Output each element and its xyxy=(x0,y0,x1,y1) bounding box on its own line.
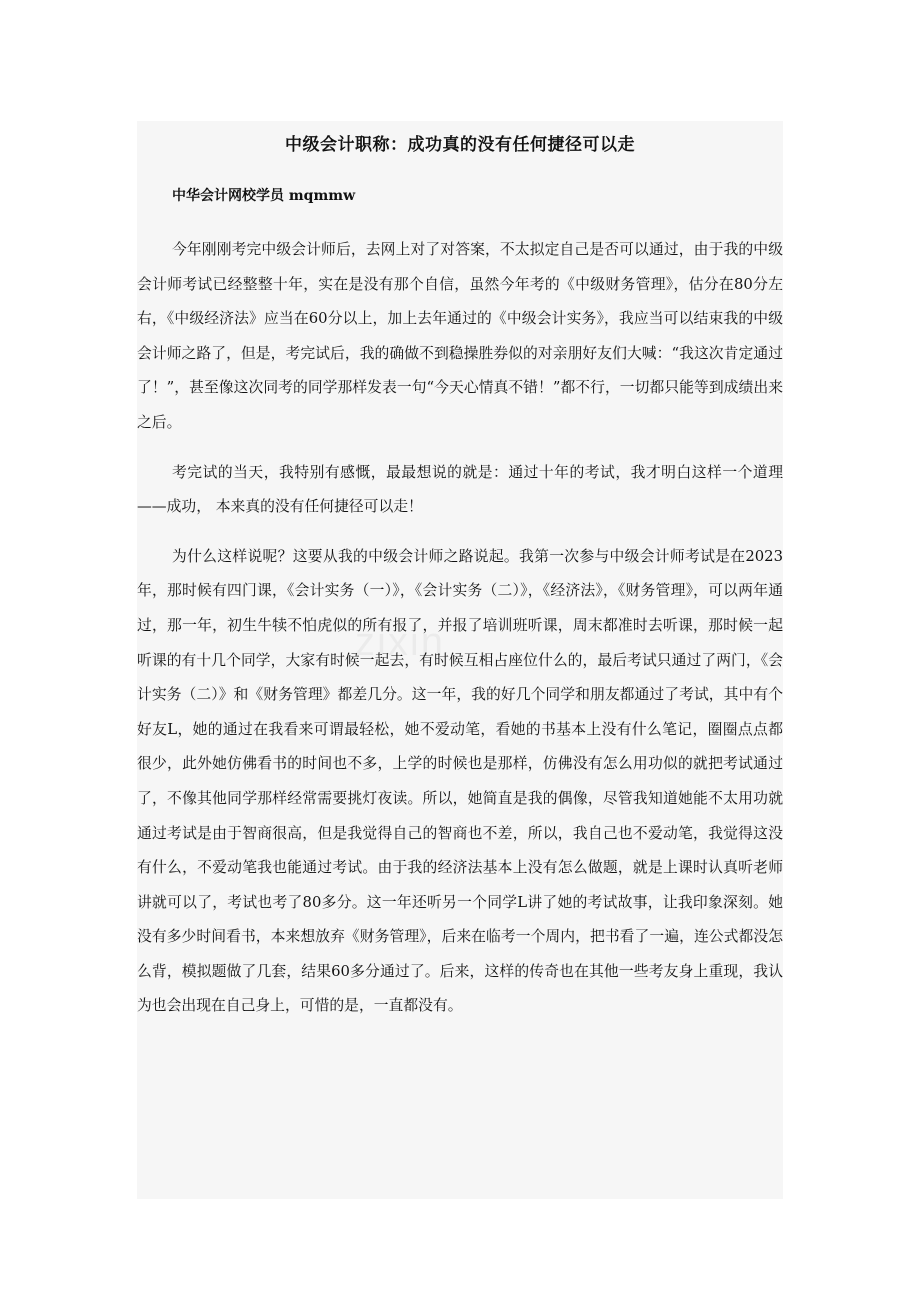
paragraph-3: 为什么这样说呢？这要从我的中级会计师之路说起。我第一次参与中级会计师考试是在2023年，那时候有四门课，《会计实务（一）》，《会计实务（二）》，《经济法》，《财务管理》，可以两年通过，那一年，初生牛犊不怕虎似的所有报了，并报了培训班听课，周末都准时去听课，那时候一起听课的有十几个同学，大家有时候一起去，有时候互相占座位什么的，最后考试只通过了两门，《会计实务（二）》和《财务管理》都差几分。这一年，我的好几个同学和朋友都通过了考试，其中有个好友L，她的通过在我看来可谓最轻松，她不爱动笔，看她的书基本上没有什么笔记，圈圈点点都很少，此外她仿佛看书的时间也不多，上学的时候也是那样，仿佛没有怎么用功似的就把考试通过了，不像其他同学那样经常需要挑灯夜读。所以，她简直是我的偶像，尽管我知道她能不太用功就通过考试是由于智商很高，但是我觉得自己的智商也不差，所以，我自己也不爱动笔，我觉得这没有什么，不爱动笔我也能通过考试。由于我的经济法基本上没有怎么做题，就是上课时认真听老师讲就可以了，考试也考了80多分。这一年还听另一个同学L讲了她的考试故事，让我印象深刻。她没有多少时间看书，本来想放弃《财务管理》，后来在临考一个周内，把书看了一遍，连公式都没怎么背，模拟题做了几套，结果60多分通过了。后来，这样的传奇也在其他一些考友身上重现，我认为也会出现在自己身上，可惜的是，一直都没有。 xyxy=(137,547,783,1015)
author-byline: 中华会计网校学员 mqmmw xyxy=(172,188,356,204)
document-title: 中级会计职称：成功真的没有任何捷径可以走 xyxy=(285,135,635,155)
paragraph-2: 考完试的当天，我特别有感慨，最最想说的就是：通过十年的考试，我才明白这样一个道理——成功， 本来真的没有任何捷径可以走！ xyxy=(137,463,783,516)
paragraph-1: 今年刚刚考完中级会计师后，去网上对了对答案，不太拟定自己是否可以通过，由于我的中级会计师考试已经整整十年，实在是没有那个自信，虽然今年考的《中级财务管理》，估分在80分左右，《中级经济法》应当在60分以上，加上去年通过的《中级会计实务》，我应当可以结束我的中级会计师之路了，但是，考完试后，我的确做不到稳操胜券似的对亲朋好友们大喊：“我这次肯定通过了！”，甚至像这次同考的同学那样发表一句“今天心情真不错！”都不行，一切都只能等到成绩出来之后。 xyxy=(137,241,783,431)
article-body xyxy=(137,233,783,1039)
document-page xyxy=(137,121,783,1199)
